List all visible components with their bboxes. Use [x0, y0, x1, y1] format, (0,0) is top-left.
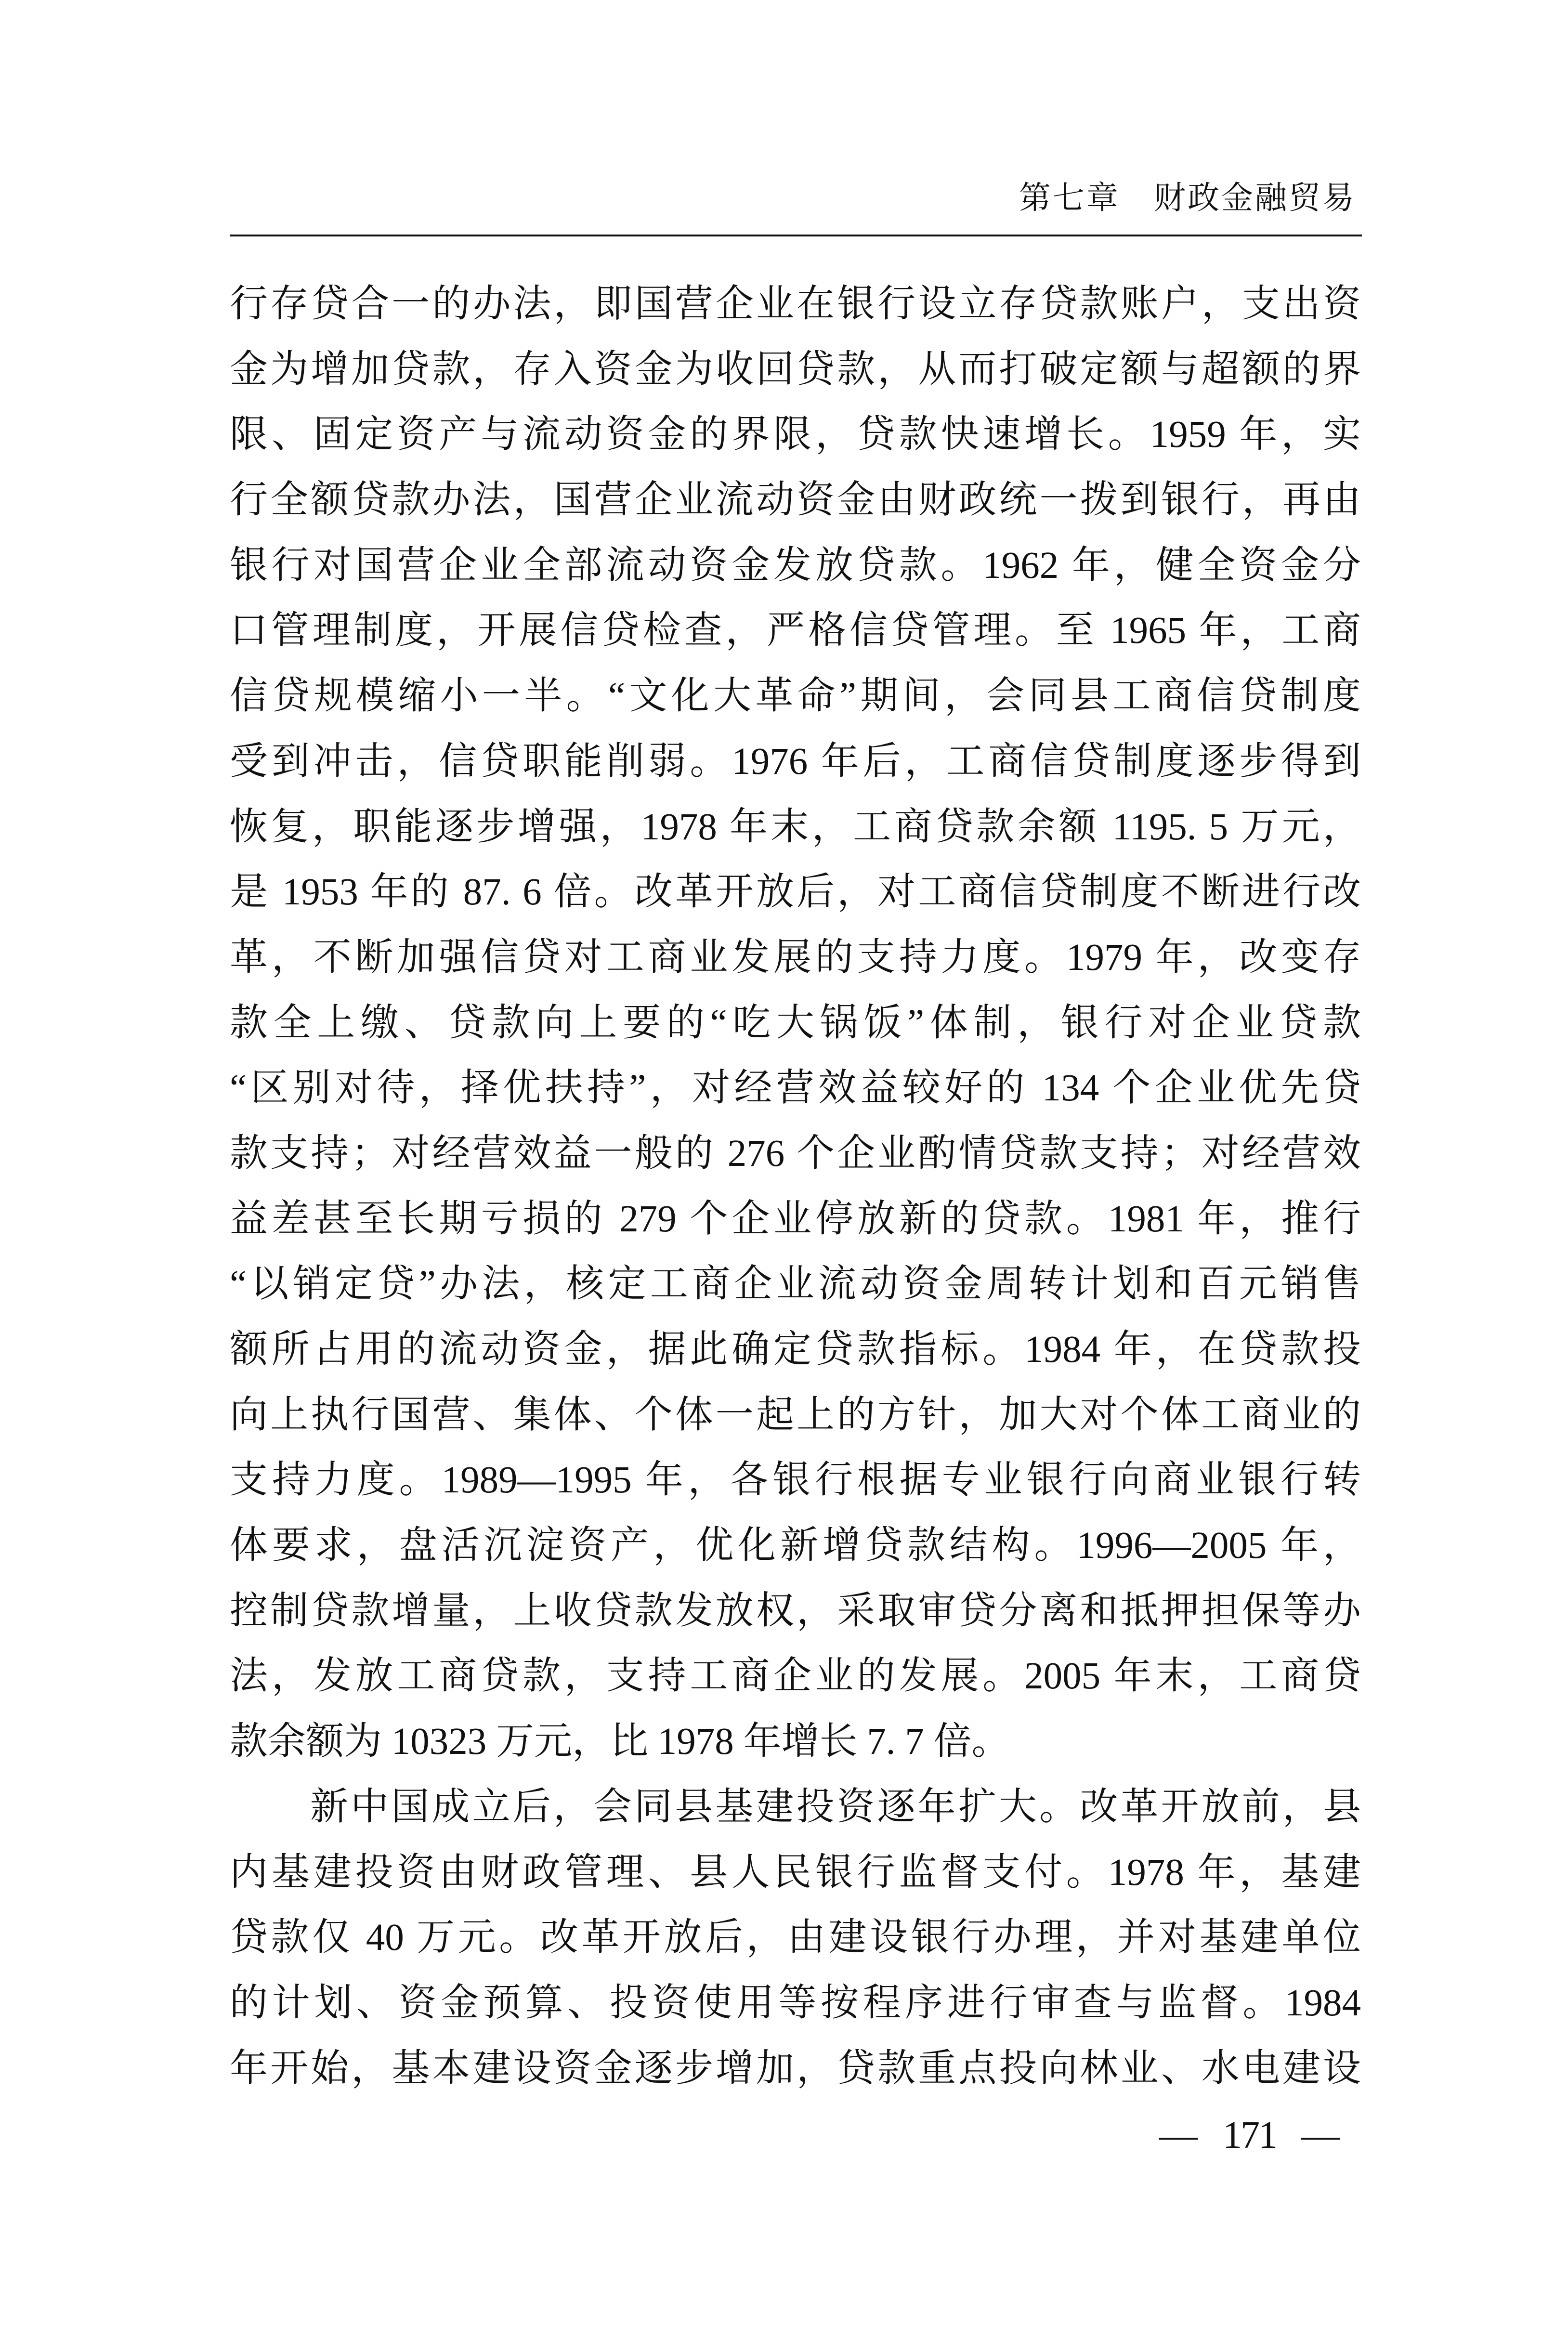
- text-line: “以销定贷”办法，核定工商企业流动资金周转计划和百元销售: [230, 1263, 1361, 1306]
- chapter-label: 第七章: [1019, 181, 1120, 216]
- header-rule: [230, 235, 1362, 236]
- body-text: [230, 272, 1361, 2101]
- text-line: 是 1953 年的 87. 6 倍。改革开放后，对工商信贷制度不断进行改: [230, 871, 1361, 914]
- text-line: 款全上缴、贷款向上要的“吃大锅饭”体制，银行对企业贷款: [230, 1002, 1361, 1044]
- text-line: 受到冲击，信贷职能削弱。1976 年后，工商信贷制度逐步得到: [230, 740, 1361, 783]
- running-header: [1019, 177, 1356, 220]
- text-line: 法，发放工商贷款，支持工商企业的发展。2005 年末，工商贷: [230, 1655, 1361, 1698]
- text-line-last: 款余额为 10323 万元，比 1978 年增长 7. 7 倍。: [230, 1721, 1010, 1763]
- paragraph: [230, 1775, 1361, 2101]
- paragraph: [230, 272, 1361, 1775]
- text-line: 信贷规模缩小一半。“文化大革命”期间，会同县工商信贷制度: [230, 675, 1361, 718]
- text-line: 革，不断加强信贷对工商业发展的支持力度。1979 年，改变存: [230, 936, 1361, 979]
- page-number-dash-right: —: [1301, 2114, 1340, 2156]
- text-line: 向上执行国营、集体、个体一起上的方针，加大对个体工商业的: [230, 1394, 1361, 1436]
- text-line: 金为增加贷款，存入资金为收回贷款，从而打破定额与超额的界: [230, 348, 1361, 391]
- text-line: “区别对待，择优扶持”，对经营效益较好的 134 个企业优先贷: [230, 1067, 1361, 1110]
- chapter-title: 财政金融贸易: [1154, 181, 1356, 216]
- text-line: 益差甚至长期亏损的 279 个企业停放新的贷款。1981 年，推行: [230, 1198, 1361, 1240]
- text-line: 控制贷款增量，上收贷款发放权，采取审贷分离和抵押担保等办: [230, 1590, 1361, 1632]
- text-line: 内基建投资由财政管理、县人民银行监督支付。1978 年，基建: [230, 1851, 1361, 1894]
- page-number-dash-left: —: [1159, 2114, 1198, 2156]
- text-line: 行全额贷款办法，国营企业流动资金由财政统一拨到银行，再由: [230, 479, 1361, 522]
- text-line: 贷款仅 40 万元。改革开放后，由建设银行办理，并对基建单位: [230, 1917, 1361, 1959]
- text-line: 体要求，盘活沉淀资产，优化新增贷款结构。1996—2005 年，: [230, 1525, 1361, 1567]
- text-line: 的计划、资金预算、投资使用等按程序进行审查与监督。1984: [230, 1982, 1361, 2024]
- text-line: 口管理制度，开展信贷检查，严格信贷管理。至 1965 年，工商: [230, 610, 1361, 652]
- text-line: 行存贷合一的办法，即国营企业在银行设立存贷款账户，支出资: [230, 283, 1361, 325]
- text-line: 支持力度。1989—1995 年，各银行根据专业银行向商业银行转: [230, 1459, 1361, 1502]
- text-line: 年开始，基本建设资金逐步增加，贷款重点投向林业、水电建设: [230, 2047, 1361, 2090]
- text-line: 恢复，职能逐步增强，1978 年末，工商贷款余额 1195. 5 万元，: [230, 806, 1361, 848]
- text-line: 款支持；对经营效益一般的 276 个企业酌情贷款支持；对经营效: [230, 1132, 1361, 1175]
- page-number: [1159, 2111, 1340, 2159]
- text-line: 限、固定资产与流动资金的界限，贷款快速增长。1959 年，实: [230, 414, 1361, 456]
- page-number-value: 171: [1223, 2114, 1276, 2156]
- text-line: 额所占用的流动资金，据此确定贷款指标。1984 年，在贷款投: [230, 1329, 1361, 1371]
- text-line: 银行对国营企业全部流动资金发放贷款。1962 年，健全资金分: [230, 544, 1361, 587]
- text-line-indented: 新中国成立后，会同县基建投资逐年扩大。改革开放前，县: [310, 1786, 1361, 1828]
